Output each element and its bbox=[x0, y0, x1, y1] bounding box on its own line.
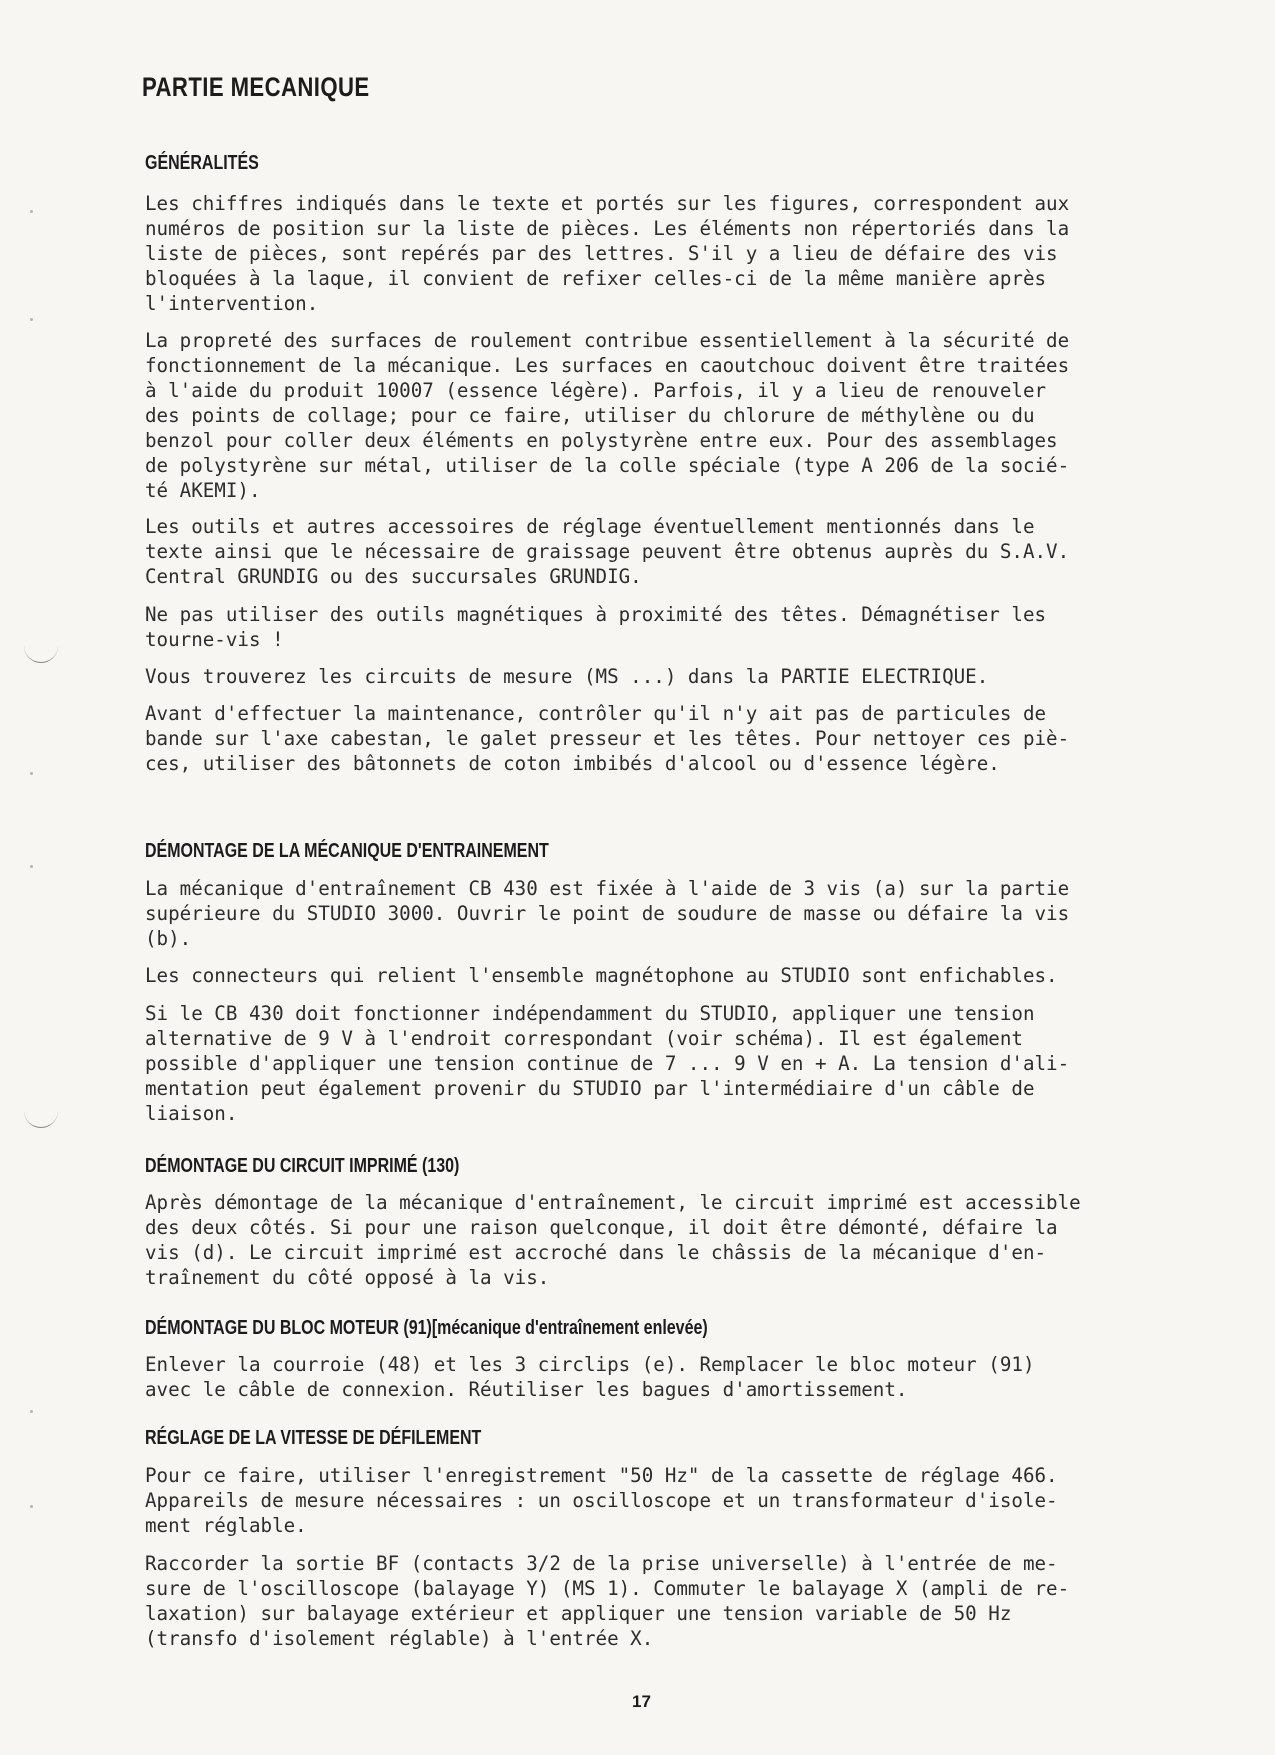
section-heading-generalites: GÉNÉRALITÉS bbox=[145, 152, 259, 174]
section-heading-demontage-mecanique: DÉMONTAGE DE LA MÉCANIQUE D'ENTRAINEMENT bbox=[145, 840, 549, 862]
binder-hole-shadow bbox=[24, 640, 58, 663]
scan-speck bbox=[30, 210, 33, 213]
paragraph: Ne pas utiliser des outils magnétiques à proximité des têtes. Démagnétiser les tourne-vis ! bbox=[145, 603, 1047, 651]
paragraph: Raccorder la sortie BF (contacts 3/2 de la prise universelle) à l'entrée de me- sure de l'oscilloscope (balayage Y) (MS 1). Commuter le balayage X (ampli de re- laxation) sur balayage extérieur et appliquer une tension variable de 50 Hz (transfo d'isolement réglable) à l'entrée X. bbox=[145, 1552, 1070, 1650]
paragraph: La mécanique d'entraînement CB 430 est fixée à l'aide de 3 vis (a) sur la partie supérieure du STUDIO 3000. Ouvrir le point de soudure de masse ou défaire la vis (b). bbox=[145, 877, 1070, 950]
paragraph: Les outils et autres accessoires de réglage éventuellement mentionnés dans le texte ainsi que le nécessaire de graissage peuvent être obtenus auprès du S.A.V. Central GRUNDIG ou des succursales GRUNDIG. bbox=[145, 515, 1070, 588]
section-heading-bloc-moteur: DÉMONTAGE DU BLOC MOTEUR (91)[mécanique d'entraînement enlevée) bbox=[145, 1317, 708, 1339]
scan-speck bbox=[30, 772, 33, 775]
binder-hole-shadow bbox=[24, 1105, 58, 1128]
page-title: PARTIE MECANIQUE bbox=[142, 72, 370, 102]
paragraph: Les chiffres indiqués dans le texte et portés sur les figures, correspondent aux numéros de position sur la liste de pièces. Les éléments non répertoriés dans la liste de pièces, sont repérés par des lettres. S'il y a lieu de défaire des vis bloquées à la laque, il convient de refixer celles-ci de la même manière après l'intervention. bbox=[145, 192, 1070, 315]
section-heading-circuit-imprime: DÉMONTAGE DU CIRCUIT IMPRIMÉ (130) bbox=[145, 1155, 460, 1177]
page-number: 17 bbox=[632, 1692, 651, 1711]
paragraph: Vous trouverez les circuits de mesure (MS ...) dans la PARTIE ELECTRIQUE. bbox=[145, 665, 989, 688]
paragraph: Pour ce faire, utiliser l'enregistrement "50 Hz" de la cassette de réglage 466. Appareils de mesure nécessaires : un oscilloscope et un transformateur d'isole- ment réglable. bbox=[145, 1464, 1058, 1537]
paragraph: Après démontage de la mécanique d'entraînement, le circuit imprimé est accessible des deux côtés. Si pour une raison quelconque, il doit être démonté, défaire la vis (d). Le circuit imprimé est accroché dans le châssis de la mécanique d'en- traînement du côté opposé à la vis. bbox=[145, 1191, 1081, 1289]
section-heading-reglage-vitesse: RÉGLAGE DE LA VITESSE DE DÉFILEMENT bbox=[145, 1427, 482, 1449]
paragraph: Les connecteurs qui relient l'ensemble magnétophone au STUDIO sont enfichables. bbox=[145, 964, 1058, 987]
paragraph: La propreté des surfaces de roulement contribue essentiellement à la sécurité de fonctionnement de la mécanique. Les surfaces en caoutchouc doivent être traitées à l'aide du produit 10007 (essence légère). Parfois, il y a lieu de renouveler des points de collage; pour ce faire, utiliser du chlorure de méthylène ou du benzol pour coller deux éléments en polystyrène entre eux. Pour des assemblages de polystyrène sur métal, utiliser de la colle spéciale (type A 206 de la socié- té AKEMI). bbox=[145, 329, 1070, 502]
scan-speck bbox=[30, 318, 33, 321]
paragraph: Si le CB 430 doit fonctionner indépendamment du STUDIO, appliquer une tension alternative de 9 V à l'endroit correspondant (voir schéma). Il est également possible d'appliquer une tension continue de 7 ... 9 V en + A. La tension d'ali- mentation peut également provenir du STUDIO par l'intermédiaire d'un câble de liaison. bbox=[145, 1002, 1070, 1125]
scan-speck bbox=[30, 1505, 33, 1508]
paragraph: Enlever la courroie (48) et les 3 circlips (e). Remplacer le bloc moteur (91) avec le câble de connexion. Réutiliser les bagues d'amortissement. bbox=[145, 1353, 1035, 1401]
scan-speck bbox=[30, 865, 33, 868]
scan-speck bbox=[30, 1410, 33, 1413]
paragraph: Avant d'effectuer la maintenance, contrôler qu'il n'y ait pas de particules de bande sur l'axe cabestan, le galet presseur et les têtes. Pour nettoyer ces piè- ces, utiliser des bâtonnets de coton imbibés d'alcool ou d'essence légère. bbox=[145, 702, 1070, 775]
